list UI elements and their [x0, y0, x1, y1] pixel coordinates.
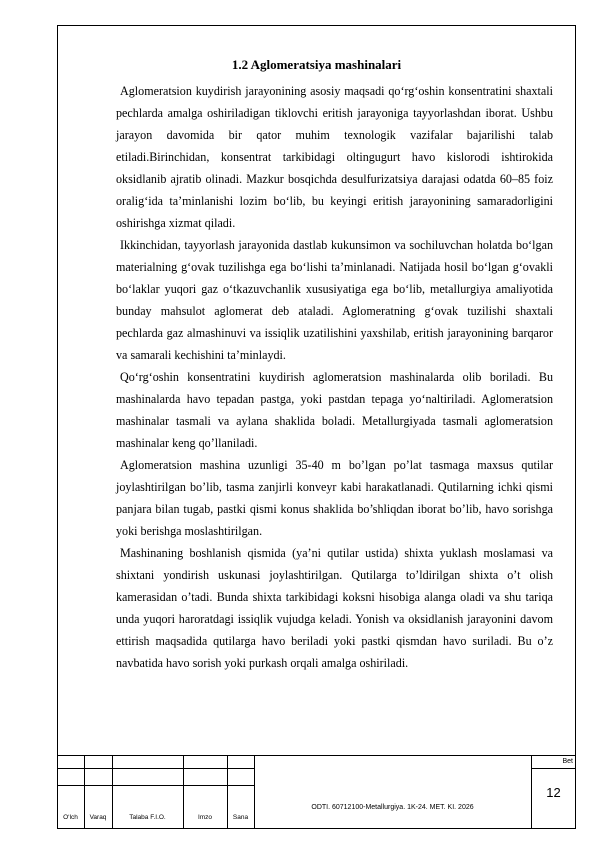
stamp-col-sheet: Varaq [89, 814, 107, 821]
paragraph: Aglomeratsion kuydirish jarayonining asosiy maqsadi qo‘rg‘oshin konsentratini shaxtali pechlarda amalga oshiriladigan tiklovchi eritish jarayoniga tayyorlashdan iborat. Ushbu jarayon davomida bir qator muhim texnologik vazifalar bajarilishi talab etiladi.Birinchidan, konsentrat tarkibidagi oltingugurt havo kislorodi ishtirokida oksidlanib ajratib olinadi. Mazkur bosqichda desulfurizatsiya darajasi odatda 60–85 foiz oralig‘ida ta’minlanishi lozim bo‘lib, bu keyingi eritish jarayonining samaradorligini oshirishga xizmat qiladi. [116, 84, 553, 230]
paragraph: Ikkinchidan, tayyorlash jarayonida dastlab kukunsimon va sochiluvchan holatda bo‘lgan materialning g‘ovak tuzilishga ega bo‘lishi ta’minlanadi. Natijada hosil bo‘lgan g‘ovakli bo‘laklar yuqori gaz o‘tkazuvchanlik xususiyatiga ega bo‘lib, metallurgiya amaliyotida bunday mahsulot aglomerat deb ataladi. Aglomeratning g‘ovak tuzilishi shaxtali pechlarda gaz almashinuvi va issiqlik uzatilishini yaxshilab, eritish jarayonining barqaror va samarali kechishini ta’minlaydi. [116, 238, 553, 362]
stamp-line [57, 755, 576, 756]
stamp-line [57, 768, 254, 769]
stamp-col-sign: Imzo [197, 814, 213, 821]
stamp-line [531, 768, 576, 769]
body-text [116, 80, 553, 674]
section-title: 1.2 Aglomeratsiya mashinalari [231, 57, 402, 72]
stamp-col-date: Sana [232, 814, 249, 821]
title-block-stamp [57, 755, 576, 829]
paragraph: Qo‘rg‘oshin konsentratini kuydirish aglomeratsion mashinalarda olib boriladi. Bu mashinalarda havo tepadan pastga, yoki pastdan tepaga yo‘naltiriladi. Aglomeratsion mashinalar tasmali va aylana shaklida boladi. Metallurgiyada tasmali aglomeratsion mashinalar keng qo’llaniladi. [116, 370, 553, 450]
stamp-col-name: Talaba F.I.O. [129, 814, 166, 821]
stamp-col-change: O‘lch [63, 814, 78, 821]
stamp-line [57, 785, 254, 786]
document-code: ODTI. 60712100-Metallurgiya. 1K-24. MET. KI. 2026 [311, 804, 474, 811]
paragraph: Aglomeratsion mashina uzunligi 35-40 m bo’lgan po’lat tasmaga maxsus qutilar joylashtirilgan bo’lib, tasma zanjirli konveyr kabi harakatlanadi. Qutilarning ichki qismi panjara bilan tugab, pastki qismi konus shaklida bo’shliqdan iborat bo’lib, havo sorishga yoki berishga moslashtirilgan. [116, 458, 553, 538]
page-number: 12 [546, 785, 561, 800]
stamp-line [254, 755, 255, 829]
sheet-label: Bet [562, 758, 573, 765]
paragraph: Mashinaning boshlanish qismida (ya’ni qutilar ustida) shixta yuklash moslamasi va shixtani yondirish uskunasi joylashtirilgan. Qutilarga to’ldirilgan shixta o’t olish kamerasidan o’tadi. Bunda shixta tarkibidagi koksni hisobiga alanga oladi va shu tariqa unda yuqori haroratdagi issiqlik vujudga keladi. Yonish va oksidlanish jarayonini davom ettirish maqsadida qutilarga havo beriladi yoki pastki qismdan havo suriladi. Bu o’z navbatida havo sorish yoki purkash orqali amalga oshiriladi. [116, 546, 553, 670]
